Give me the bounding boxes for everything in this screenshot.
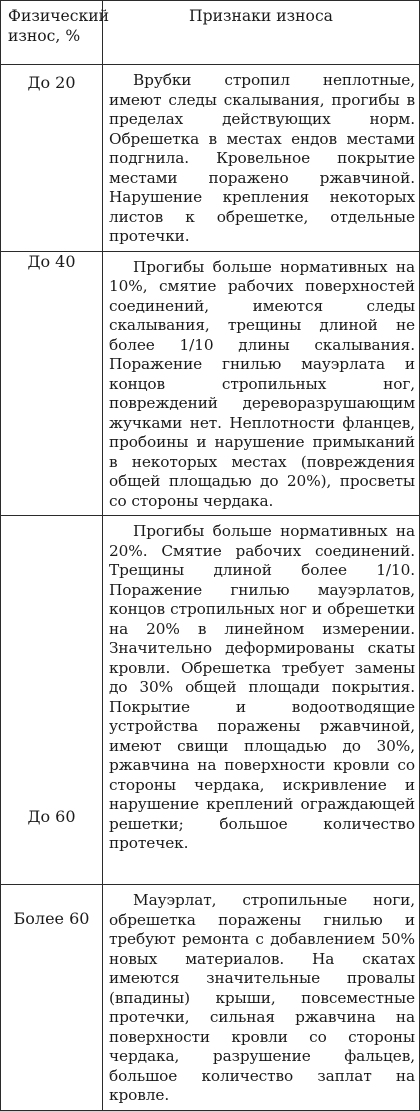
wear-signs-cell <box>103 516 420 885</box>
wear-signs-cell <box>103 65 420 252</box>
table-row <box>1 65 420 252</box>
wear-signs-text: Прогибы больше нормативных на 20%. Смятие рабочих соединений. Трещины длиной более 1/10. Поражение гнилью мауэрлатов, концов стропильных ног и обрешетки на 20% в линейном измерении. Значительно деформированы скаты кровли. Обрешетка требует замены до 30% общей площади покрытия. Покрытие и водоотводящие устройства поражены ржавчиной, имеют свищи площадью до 30%, ржавчина на поверхности кровли со стороны чердака, искривление и нарушение креплений ограждающей решетки; большое количество протечек. <box>109 522 415 852</box>
header-wear-signs: Признаки износа <box>103 1 420 65</box>
wear-percent-cell: До 20 <box>1 65 103 252</box>
wear-percent-cell: До 40 <box>1 251 103 516</box>
table-row <box>1 516 420 885</box>
wear-signs-cell <box>103 251 420 516</box>
wear-signs-cell <box>103 885 420 1111</box>
table-row <box>1 251 420 516</box>
table-header-row <box>1 1 420 65</box>
wear-signs-text: Прогибы больше нормативных на 10%, смятие рабочих поверхностей соединений, имеются следы скалывания, трещины длиной не более 1/10 длины скалывания. Поражение гнилью мауэрлата и концов стропильных ног, повреждений дереворазрушающим жучками нет. Неплотности фланцев, пробоины и нарушение примыканий в некоторых местах (повреждения общей площадью до 20%), просветы со стороны чердака. <box>109 257 415 510</box>
table-row <box>1 885 420 1111</box>
wear-percent-cell: Более 60 <box>1 885 103 1111</box>
header-wear-percent: Физический износ, % <box>1 1 103 65</box>
wear-signs-text: Мауэрлат, стропильные ноги, обрешетка поражены гнилью и требуют ремонта с добавлением 50% новых материалов. На скатах имеются значительные провалы (впадины) крыши, повсеместные протечки, сильная ржавчина на поверхности кровли со стороны чердака, разрушение фальцев, большое количество заплат на кровле. <box>109 891 415 1104</box>
wear-percent-cell: До 60 <box>1 516 103 885</box>
wear-signs-text: Врубки стропил неплотные, имеют следы скалывания, прогибы в пределах действующих норм. Обрешетка в местах ендов местами подгнила. Кровельное покрытие местами поражено ржавчиной. Нарушение крепления некоторых листов к обрешетке, отдельные протечки. <box>109 71 415 245</box>
